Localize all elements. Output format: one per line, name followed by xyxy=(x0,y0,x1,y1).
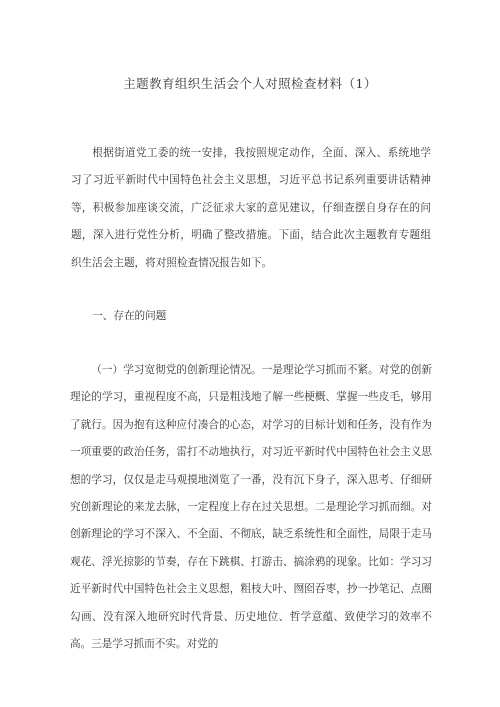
intro-paragraph: 根据街道党工委的统一安排，我按照规定动作，全面、深入、系统地学习了习近平新时代中国特色社会主义思想，习近平总书记系列重要讲话精神等，积极参加座谈交流，广泛征求大家的意见建议，仔细查摆自身存在的问题，深入进行党性分析，明确了整改措施。下面，结合此次主题教育专题组织生活会主题，将对照检查情况报告如下。 xyxy=(71,147,431,269)
section-heading: 一、存在的问题 xyxy=(92,310,167,322)
document-title: 主题教育组织生活会个人对照检查材料（1） xyxy=(123,76,377,91)
section-body-paragraph: （一）学习宽彻党的创新理论情况。一是理论学习抓而不紧。对党的创新理论的学习，重视程度不高，只是粗浅地了解一些梗概、掌握一些皮毛，够用了就行。因为抱有这种应付凑合的心态，对学习的目标计划和任务，没有作为一项重要的政治任务，雷打不动地执行，对习近平新时代中国特色社会主义思想的学习，仅仅是走马观摸地浏览了一番，没有沉下身子，深入思考、仔细研究创新理论的来龙去脉，一定程度上存在过关思想。二是理论学习抓而细。对创新理论的学习不深入、不全面、不彻底，缺乏系统性和全面性，局限于走马观花、浮光掠影的节奏，存在下跳棋、打游击、搞涂鸦的现象。比如：学习习近平新时代中国特色社会主义思想，粗枝大叶、囫囵吞枣，抄一抄笔记、点圈勾画、没有深入地研究时代背景、历史地位、哲学意蕴、致使学习的效率不高。三是学习抓而不实。对党的 xyxy=(70,364,432,651)
